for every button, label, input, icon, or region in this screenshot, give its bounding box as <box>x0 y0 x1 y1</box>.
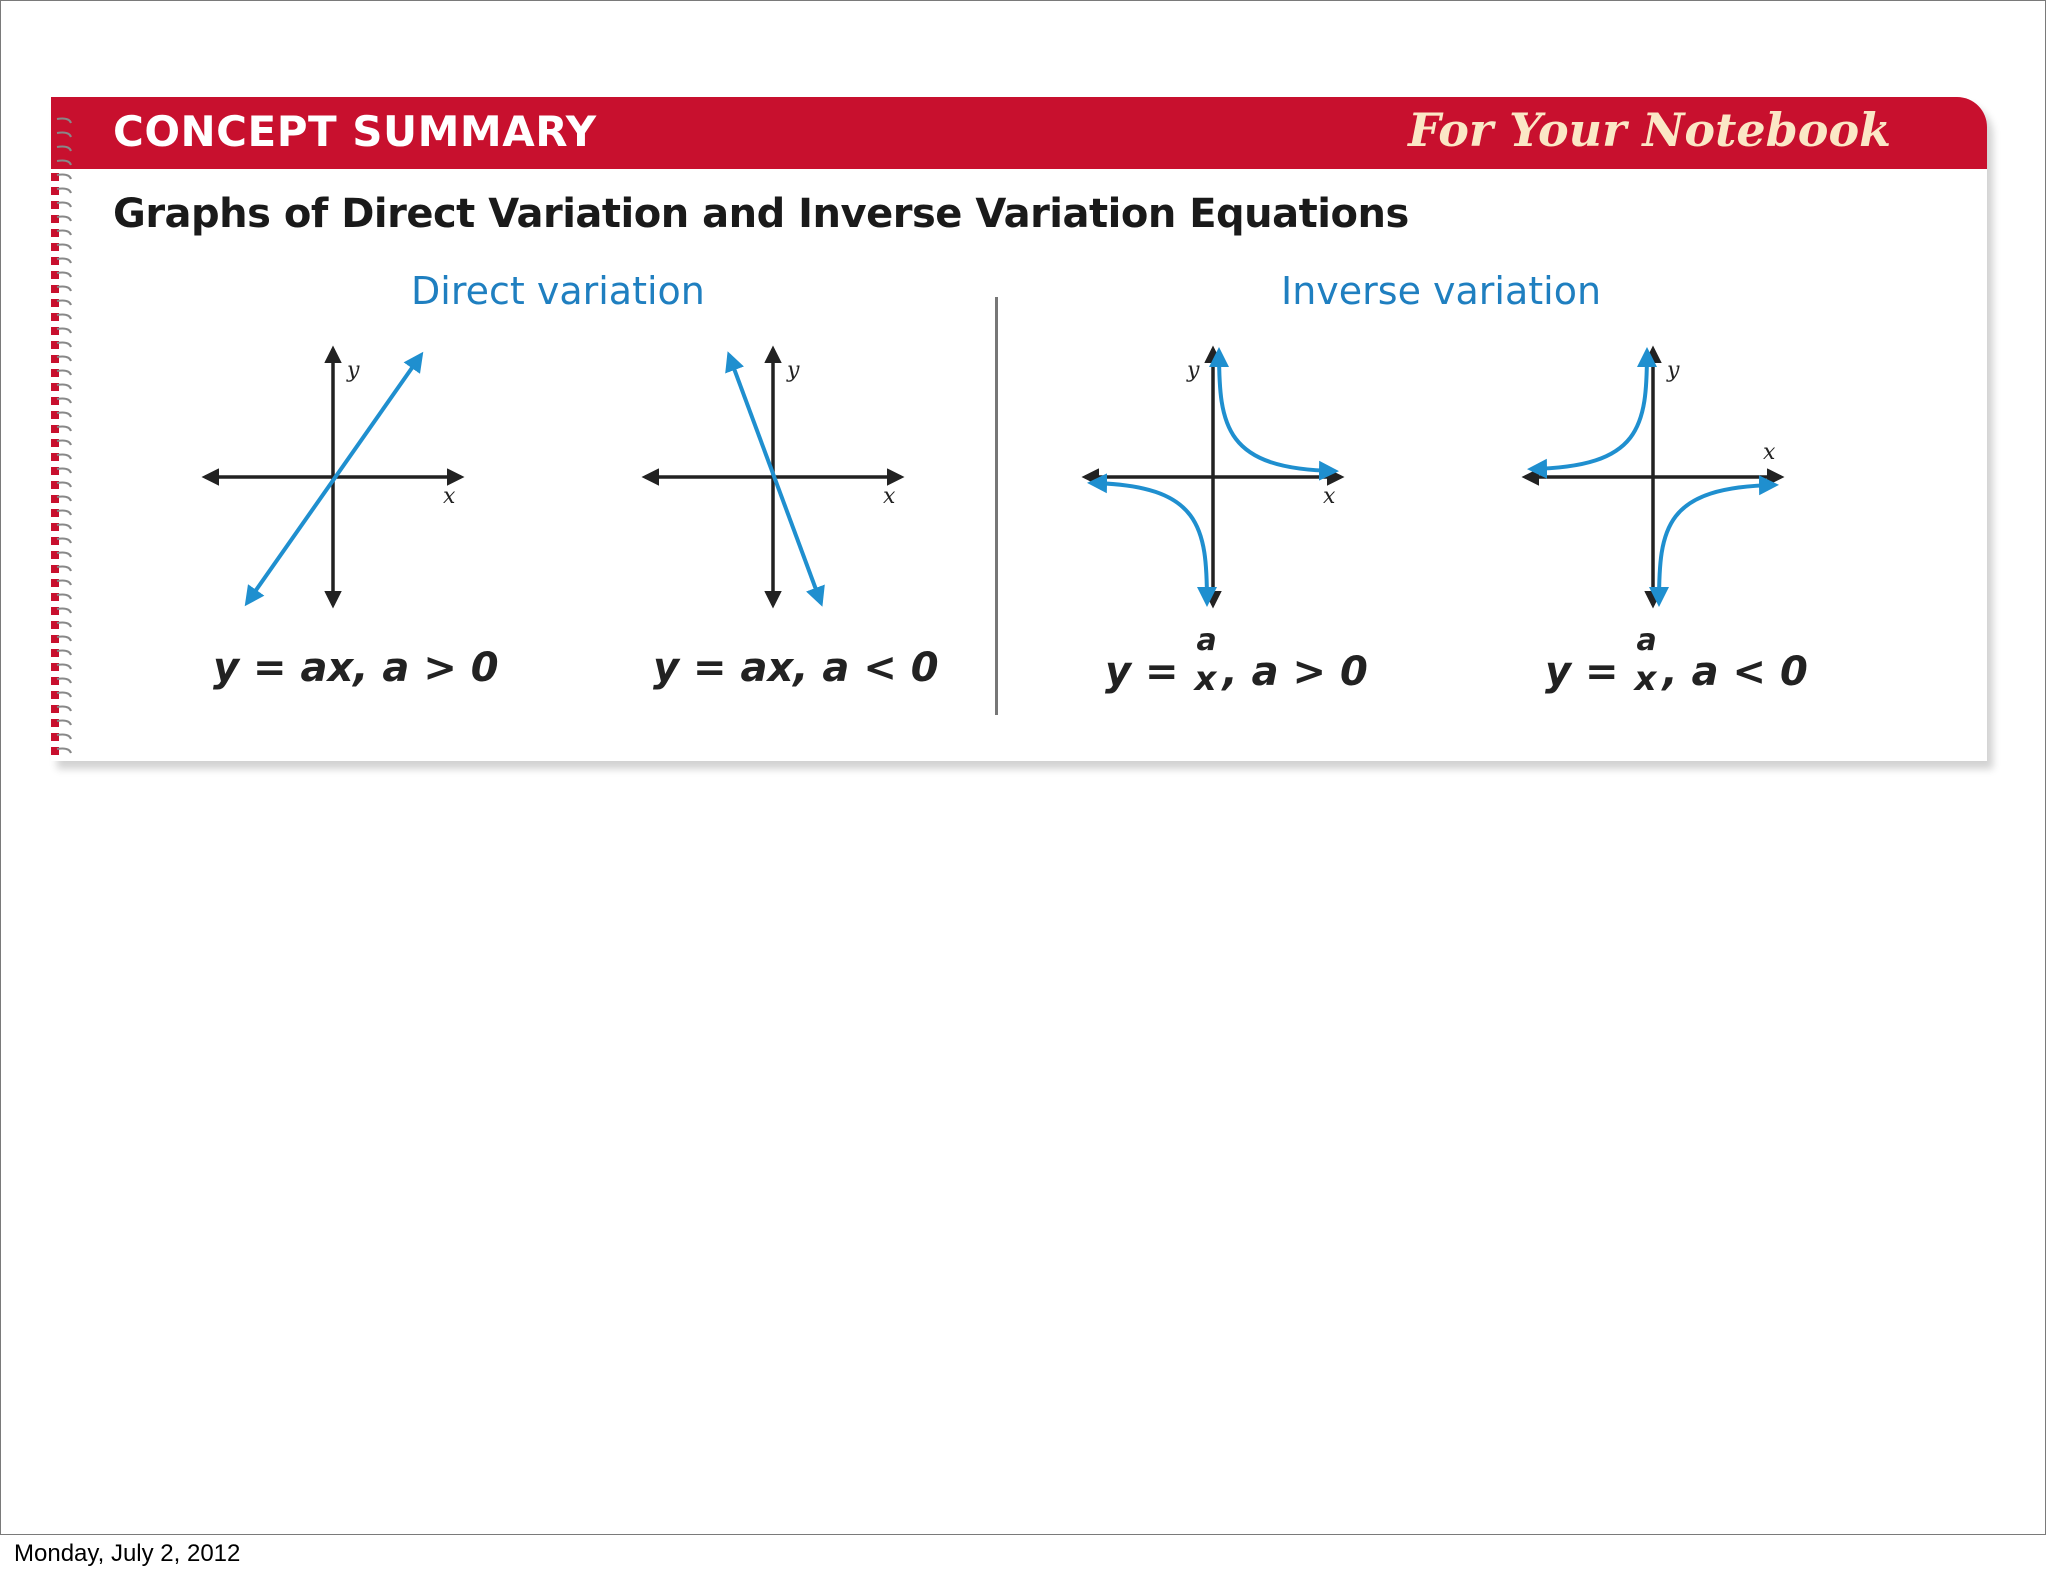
summary-heading: Graphs of Direct Variation and Inverse Variation Equations <box>113 191 1409 237</box>
eq-condition: a < 0 <box>822 645 939 691</box>
y-axis-label: y <box>347 358 360 383</box>
footer-date: Monday, July 2, 2012 <box>14 1540 241 1567</box>
x-axis-label: x <box>1323 484 1336 509</box>
inverse-negative-branch-q4 <box>1659 485 1775 603</box>
eq-equals: = <box>1585 649 1619 695</box>
eq-fraction <box>1192 623 1222 699</box>
inverse-positive-branch-q3 <box>1091 483 1207 603</box>
eq-rhs: ax, <box>300 645 369 691</box>
direct-variation-heading: Direct variation <box>411 269 705 313</box>
x-axis-label: x <box>443 484 456 509</box>
eq-fraction <box>1632 623 1662 699</box>
x-axis-label: x <box>1763 440 1776 465</box>
eq-denominator: x <box>1634 659 1657 699</box>
eq-y: y <box>1105 649 1132 695</box>
equation-direct-negative <box>653 645 939 691</box>
eq-equals: = <box>1145 649 1179 695</box>
y-axis-label: y <box>787 358 800 383</box>
eq-equals: = <box>253 645 287 691</box>
eq-rhs: ax, <box>740 645 809 691</box>
eq-condition: , a < 0 <box>1662 649 1808 695</box>
inverse-positive-branch-q1 <box>1219 351 1335 471</box>
inverse-negative-branch-q2 <box>1531 351 1647 469</box>
x-axis-label: x <box>883 484 896 509</box>
eq-condition: , a > 0 <box>1222 649 1368 695</box>
eq-numerator: a <box>1196 623 1217 658</box>
equation-inverse-negative <box>1545 623 1808 699</box>
banner-title: CONCEPT SUMMARY <box>113 107 597 156</box>
equation-direct-positive <box>213 645 499 691</box>
eq-denominator: x <box>1194 659 1217 699</box>
y-axis-label: y <box>1667 358 1680 383</box>
inverse-variation-heading: Inverse variation <box>1281 269 1602 313</box>
eq-y: y <box>1545 649 1572 695</box>
eq-numerator: a <box>1636 623 1657 658</box>
eq-y: y <box>213 645 240 691</box>
eq-equals: = <box>693 645 727 691</box>
y-axis-label: y <box>1187 358 1200 383</box>
concept-summary-card <box>51 97 1987 761</box>
eq-y: y <box>653 645 680 691</box>
equation-inverse-positive <box>1105 623 1368 699</box>
notebook-label: For Your Notebook <box>1408 103 1891 157</box>
eq-condition: a > 0 <box>382 645 499 691</box>
direct-negative-line <box>729 355 821 603</box>
